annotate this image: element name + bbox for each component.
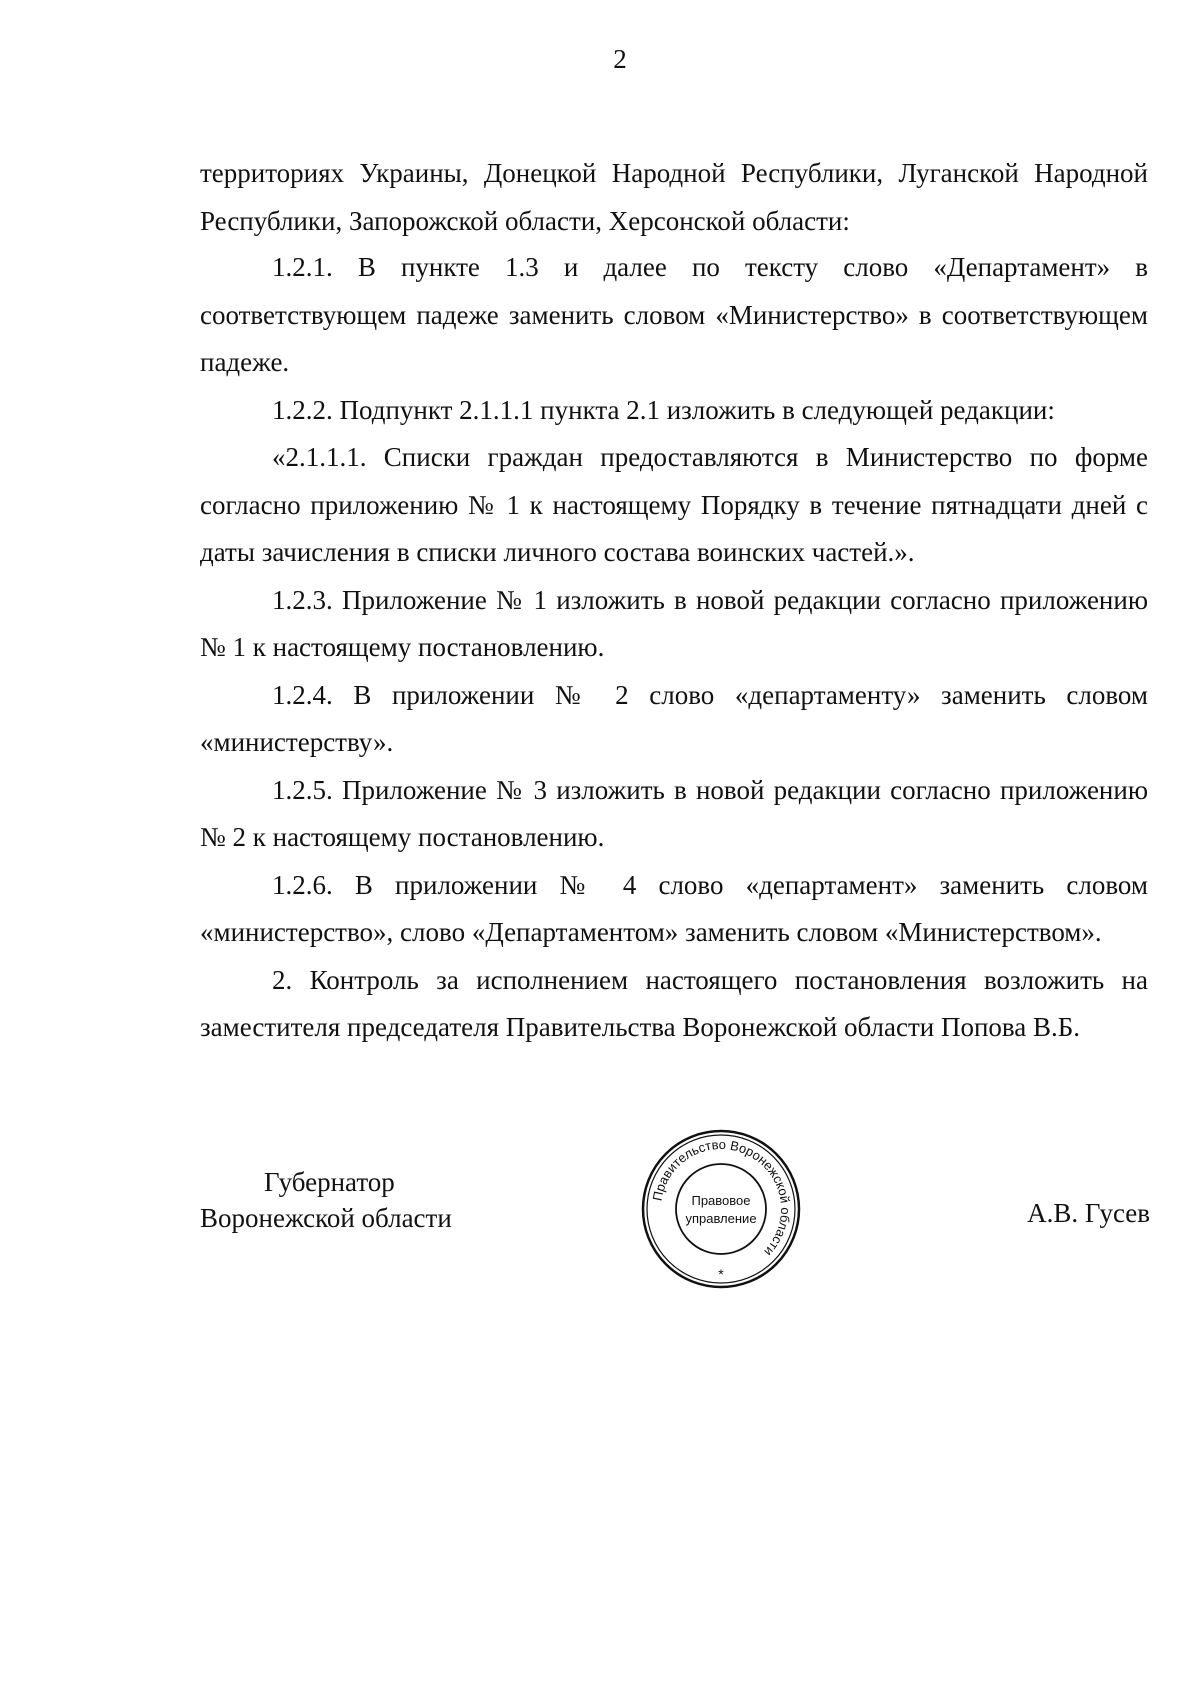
paragraph-1-2-1: 1.2.1. В пункте 1.3 и далее по тексту слово «Департамент» в соответствующем падеже заменить словом «Министерство» в соответствующем падеже. <box>200 252 1148 377</box>
seal-inner-line1: Правовое <box>691 1193 751 1208</box>
paragraph-1-2-2: 1.2.2. Подпункт 2.1.1.1 пункта 2.1 изложить в следующей редакции: <box>272 394 1055 425</box>
seal-star: * <box>718 1266 724 1282</box>
paragraph-intro: территориях Украины, Донецкой Народной Республики, Луганской Народной Республики, Запорожской области, Херсонской области: <box>200 158 1148 236</box>
signatory-name: А.В. Гусев <box>1027 1198 1150 1228</box>
signatory-position <box>200 1164 452 1236</box>
paragraph-1-2-4: 1.2.4. В приложении № 2 слово «департаменту» заменить словом «министерству». <box>200 679 1148 757</box>
paragraph-2-control: 2. Контроль за исполнением настоящего постановления возложить на заместителя председателя Правительства Воронежской области Попова В.Б. <box>200 964 1148 1042</box>
position-region: Воронежской области <box>200 1203 452 1233</box>
paragraph-1-2-6: 1.2.6. В приложении № 4 слово «департамент» заменить словом «министерство», слово «Департаментом» заменить словом «Министерством». <box>200 869 1148 947</box>
document-body <box>200 150 1148 1052</box>
official-seal <box>640 1128 802 1290</box>
paragraph-1-2-3: 1.2.3. Приложение № 1 изложить в новой редакции согласно приложению № 1 к настоящему постановлению. <box>200 584 1148 662</box>
paragraph-1-2-5: 1.2.5. Приложение № 3 изложить в новой редакции согласно приложению № 2 к настоящему постановлению. <box>200 774 1148 852</box>
seal-inner-line2: управление <box>685 1211 757 1226</box>
paragraph-quote-2-1-1-1: «2.1.1.1. Списки граждан предоставляются в Министерство по форме согласно приложению № 1 к настоящему Порядку в течение пятнадцати дней с даты зачисления в списки личного состава воинских частей.». <box>200 442 1148 567</box>
seal-outer-text: Правительство Воронежской области <box>649 1136 794 1260</box>
page-number: 2 <box>613 44 627 74</box>
position-title: Губернатор <box>264 1167 395 1197</box>
